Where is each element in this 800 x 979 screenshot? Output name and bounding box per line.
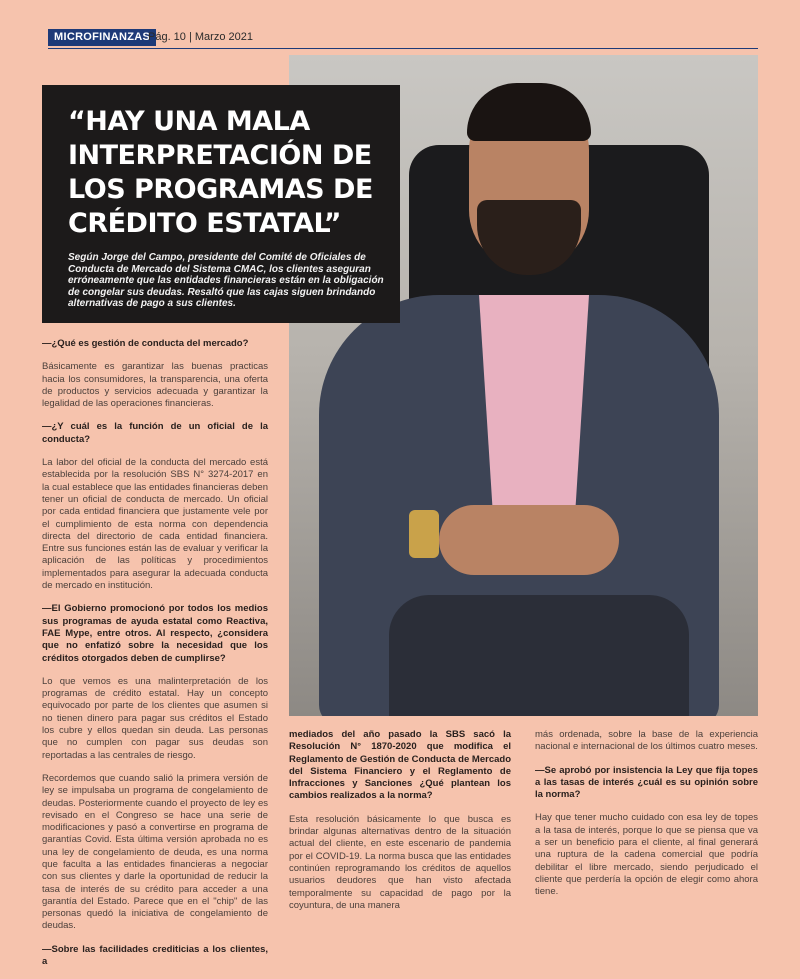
question-paragraph: mediados del año pasado la SBS sacó la Resolución N° 1870-2020 que modifica el Reglamento de Gestión de Conducta de Mercado del Sistema Financiero y el Reglamento de Infracciones y Sanciones ¿Qué plantean los cambios realizados a la norma? (289, 729, 511, 802)
hands-shape (439, 505, 619, 575)
question-paragraph: —¿Qué es gestión de conducta del mercado? (42, 338, 249, 349)
column-2 (289, 729, 511, 923)
header-rule (48, 48, 758, 49)
page-info: Pág. 10 | Marzo 2021 (148, 31, 253, 43)
watch-shape (409, 510, 439, 558)
answer-paragraph: Hay que tener mucho cuidado con esa ley de topes a la tasa de interés, porque lo que se piensa que va a ser un beneficio para el cliente, al final generará una ruptura de la cadena comercial que podría debilitar el libre mercado, siendo perjudicado el cliente que perdería la opción de elegir como ahora tiene. (535, 812, 758, 898)
question-paragraph: —Sobre las facilidades crediticias a los clientes, a (42, 943, 268, 968)
answer-paragraph: La labor del oficial de la conducta del mercado está establecida por la resolución SBS N° 3274-2017 en la cual establece que las entidades financieras deben tener un oficial de conducta de mercado. Un oficial por cada entidad financiera que justamente vele por el cumplimiento de esta norma con dependencia directa del directorio de cada entidad financiera. Entre sus funciones están las de evaluar y verificar la aplicación de las políticas y procedimientos implementados para asegurar la adecuada conducta de mercado en institución. (42, 457, 268, 592)
answer-paragraph: Básicamente es garantizar las buenas practicas hacia los consumidores, la transparencia, una oferta de productos y servicios adecuada y garantizar la legalidad de las operaciones financieras. (42, 361, 268, 410)
column-1 (42, 338, 268, 979)
page-header (0, 0, 800, 50)
hair-shape (467, 83, 591, 141)
title-box (42, 85, 400, 323)
answer-paragraph: Recordemos que cuando salió la primera versión de ley se impulsaba un programa de congelamiento de deudas. Posteriormente cuando el proyecto de ley es revisado en el Congreso se hace una serie de modificaciones y pasó a convertirse en programa de garantías Covid. Esta última versión aprobada no es una ley de congelamiento de deuda, es una norma que faculta a las entidades financieras a negociar con sus clientes y darle la oportunidad de reducir la tasa de interés de su crédito para acceder a una garantía del Estado. Parece que en el "chip" de las personas quedó la iniciativa de congelamiento de deudas. (42, 772, 268, 932)
column-3 (535, 729, 758, 910)
answer-paragraph: Esta resolución básicamente lo que busca es brindar algunas alternativas dentro de la situación actual del cliente, en este escenario de pandemia por el COVID-19. La norma busca que las entidades continúen reprogramando los créditos de aquellos usuarios deudores que han visto afectada temporalmente su capacidad de pago por la coyuntura, de una manera (289, 813, 511, 911)
article-lede: Según Jorge del Campo, presidente del Comité de Oficiales de Conducta de Mercado del Sistema CMAC, los clientes aseguran erróneamente que las entidades financieras están en la obligación de congelar sus deudas. Resaltó que las cajas siguen brindando alternativas de pago a sus clientes. (68, 252, 384, 309)
magazine-brand: MICROFINANZAS (48, 29, 156, 46)
question-paragraph: —¿Y cuál es la función de un oficial de la conducta? (42, 421, 268, 445)
question-paragraph: —Se aprobó por insistencia la Ley que fija topes a las tasas de interés ¿cuál es su opinión sobre la norma? (535, 764, 758, 801)
article-title: “HAY UNA MALA INTERPRETACIÓN DE LOS PROGRAMAS DE CRÉDITO ESTATAL” (68, 106, 373, 239)
pants-shape (389, 595, 689, 716)
question-paragraph: —El Gobierno promocionó por todos los medios sus programas de ayuda estatal como Reactiva, FAE Mype, entre otros. Al respecto, ¿considera que no enfatizó sobre la necesidad que los créditos otorgados deben de cumplirse? (42, 603, 268, 664)
answer-paragraph: Lo que vemos es una malinterpretación de los programas de crédito estatal. Hay un concepto equivocado por parte de los clientes que asumen si no tienen dinero para pagar sus créditos el Estado los cubre y ellos quedan sin deuda. Las personas que no cumplen con pagar sus deudas son reportadas a las centrales de riesgo. (42, 675, 268, 761)
answer-paragraph: más ordenada, sobre la base de la experiencia nacional e internacional de los últimos cuatro meses. (535, 729, 758, 753)
